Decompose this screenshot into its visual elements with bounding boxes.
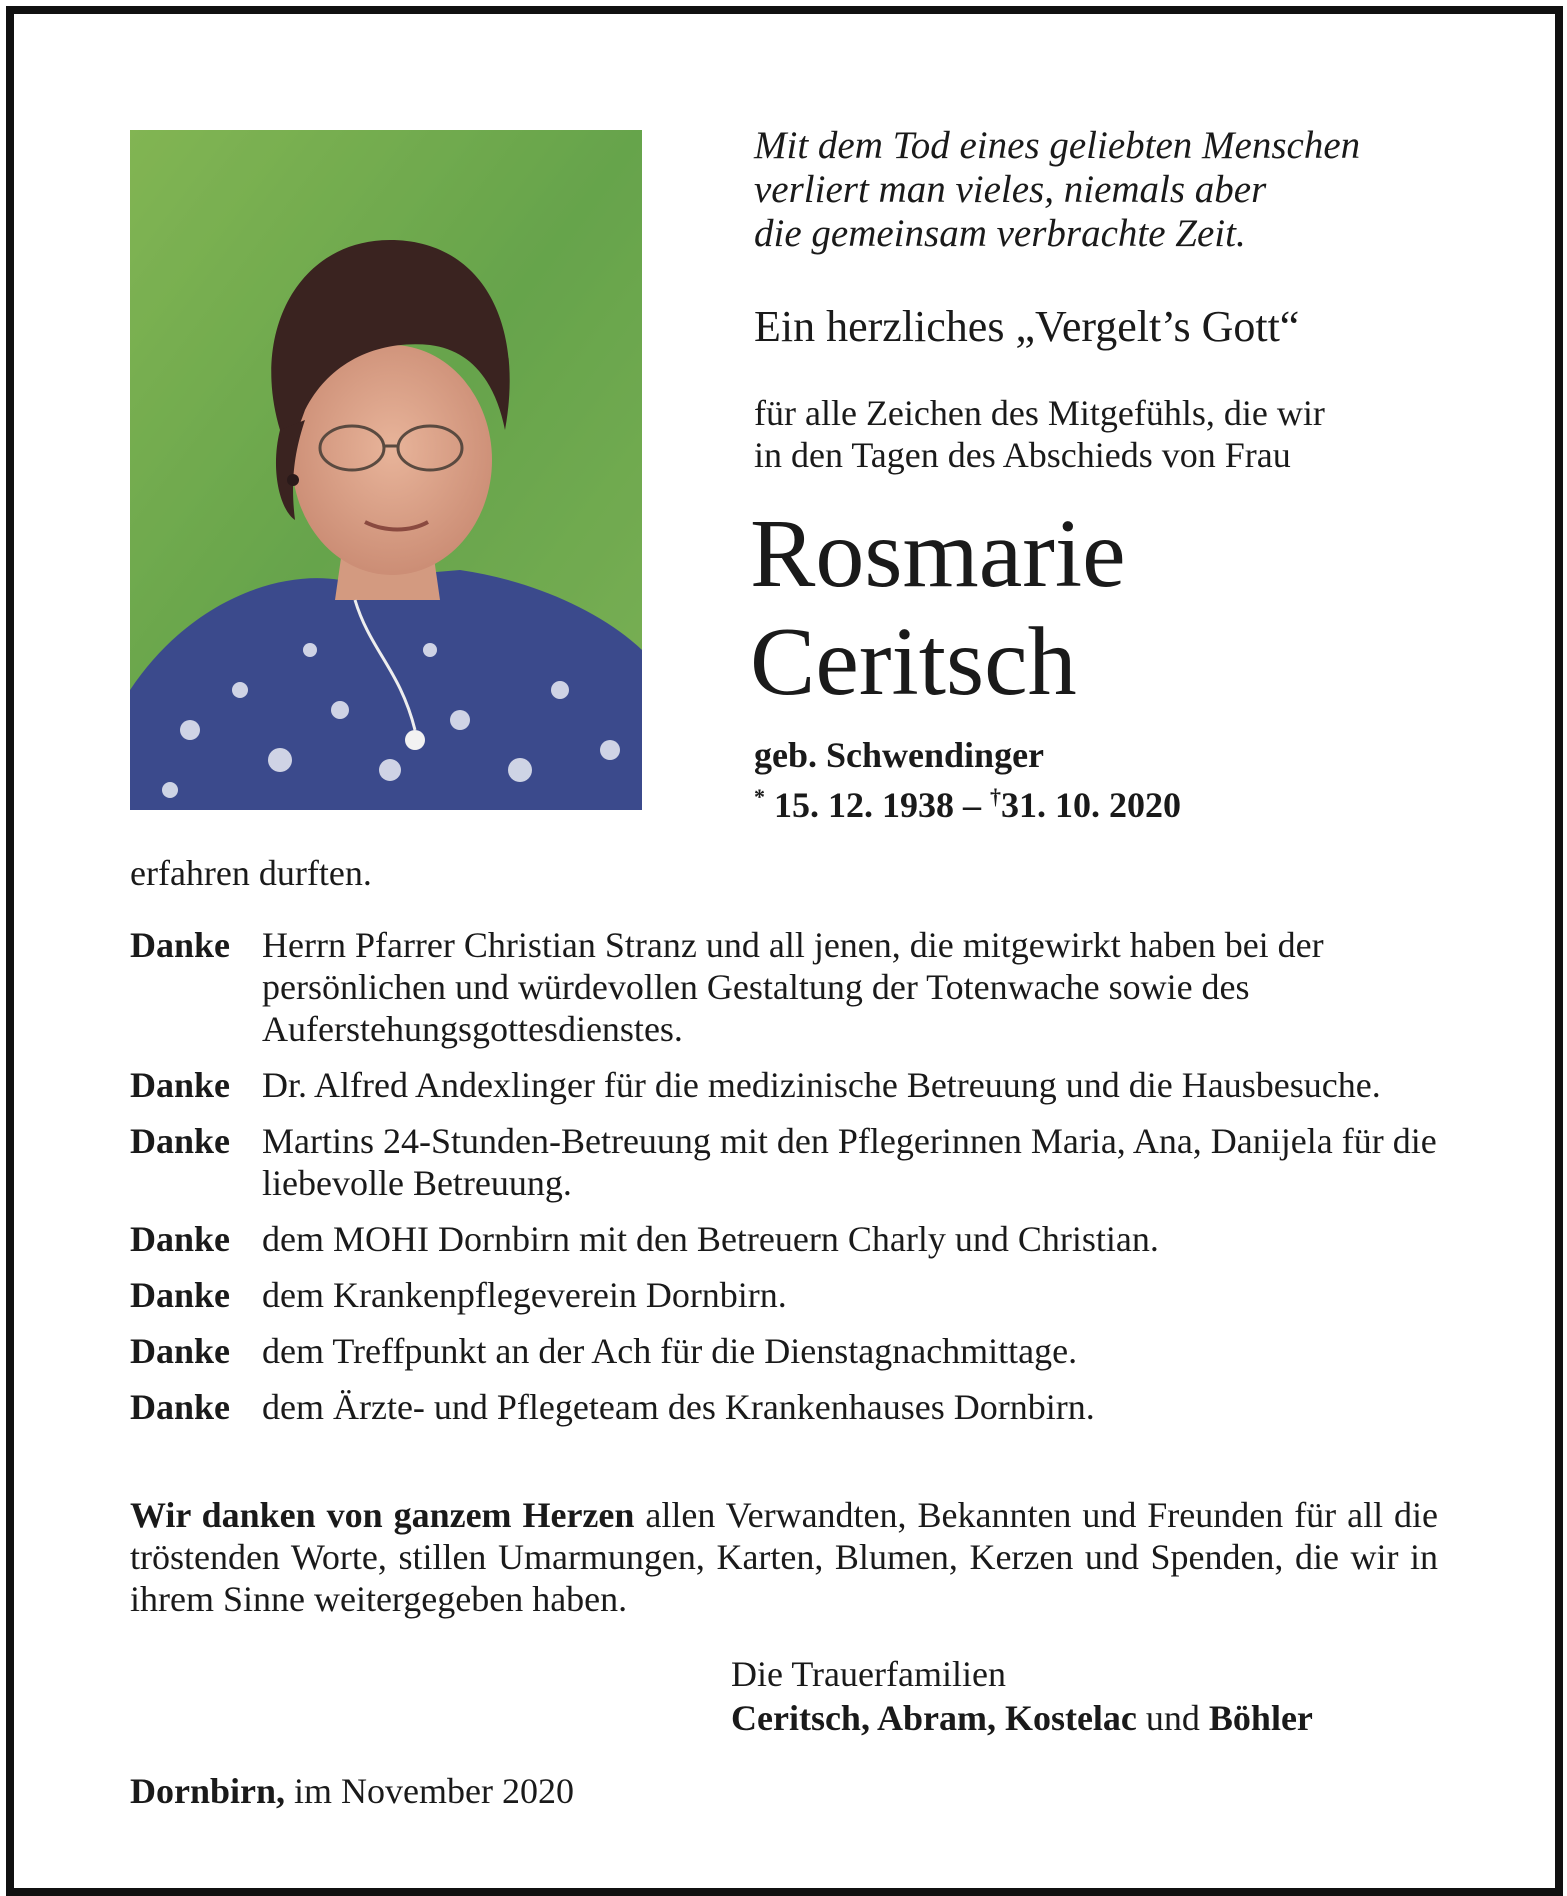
death-cross-icon: † <box>990 784 1001 809</box>
thanks-text: dem Krankenpflegeverein Dornbirn. <box>262 1275 787 1315</box>
thanks-row <box>130 1274 1438 1316</box>
thanks-keyword: Danke <box>130 1065 231 1105</box>
thanks-row <box>130 1064 1438 1106</box>
closing-emphasis: Wir danken von ganzem Herzen <box>130 1495 635 1535</box>
family-conjunction: und <box>1136 1698 1209 1738</box>
closing-text: allen Verwandten, Bekannten und Freunden für all die tröstenden Worte, stillen Umarmungen, Karten, Blumen, Kerzen und Spenden, die wir in ihrem Sinne weitergegeben haben. <box>130 1495 1438 1619</box>
continuation-text: erfahren durften. <box>130 853 372 893</box>
thanks-text: dem Treffpunkt an der Ach für die Dienstagnachmittage. <box>262 1331 1078 1371</box>
birth-star-icon: * <box>754 784 765 809</box>
intro-line: in den Tagen des Abschieds von Frau <box>754 435 1291 475</box>
vergelts-gott-heading: Ein herzliches „Vergelt’s Gott“ <box>754 302 1300 351</box>
thanks-row <box>130 924 1438 1050</box>
memorial-quote <box>754 124 1474 256</box>
intro-text <box>754 392 1474 476</box>
first-name: Rosmarie <box>750 500 1126 608</box>
portrait-image <box>130 130 642 810</box>
place-month: im November 2020 <box>285 1771 574 1811</box>
family-names: Ceritsch, Abram, Kostelac <box>731 1698 1137 1738</box>
quote-line: Mit dem Tod eines geliebten Menschen <box>754 124 1361 167</box>
signature-families <box>731 1696 1313 1740</box>
thanks-row <box>130 1386 1438 1428</box>
deceased-name <box>750 500 1510 716</box>
signature-block <box>731 1652 1313 1740</box>
thanks-row <box>130 1120 1438 1204</box>
portrait-photo <box>130 130 642 810</box>
birth-date: 15. 12. 1938 – <box>765 785 990 825</box>
life-dates <box>754 734 1474 826</box>
thanks-text: Herrn Pfarrer Christian Stranz und all jenen, die mitgewirkt haben bei der persönlichen und würdevollen Gestaltung der Totenwache sowie des Auferstehungsgottesdienstes. <box>262 925 1324 1049</box>
thanks-keyword: Danke <box>130 925 231 965</box>
thanks-row <box>130 1330 1438 1372</box>
place-date <box>130 1770 574 1812</box>
thanks-list <box>130 924 1438 1442</box>
thanks-text: Martins 24-Stunden-Betreuung mit den Pflegerinnen Maria, Ana, Danijela für die liebevolle Betreuung. <box>262 1121 1437 1203</box>
thanks-keyword: Danke <box>130 1331 231 1371</box>
thanks-text: dem MOHI Dornbirn mit den Betreuern Charly und Christian. <box>262 1219 1159 1259</box>
family-last-name: Böhler <box>1208 1698 1313 1738</box>
intro-line: für alle Zeichen des Mitgefühls, die wir <box>754 393 1325 433</box>
thanks-keyword: Danke <box>130 1275 231 1315</box>
signature-heading: Die Trauerfamilien <box>731 1654 1006 1694</box>
thanks-keyword: Danke <box>130 1121 231 1161</box>
death-date: 31. 10. 2020 <box>1001 785 1181 825</box>
maiden-name: geb. Schwendinger <box>754 735 1045 775</box>
dates-line <box>754 776 1474 826</box>
thanks-keyword: Danke <box>130 1219 231 1259</box>
thanks-keyword: Danke <box>130 1387 231 1427</box>
thanks-text: dem Ärzte- und Pflegeteam des Krankenhauses Dornbirn. <box>262 1387 1095 1427</box>
thanks-text: Dr. Alfred Andexlinger für die medizinische Betreuung und die Hausbesuche. <box>262 1065 1381 1105</box>
quote-line: die gemeinsam verbrachte Zeit. <box>754 212 1246 255</box>
thanks-row <box>130 1218 1438 1260</box>
quote-line: verliert man vieles, niemals aber <box>754 168 1267 211</box>
closing-paragraph <box>130 1494 1438 1620</box>
place-city: Dornbirn, <box>130 1771 286 1811</box>
last-name: Ceritsch <box>750 608 1077 716</box>
